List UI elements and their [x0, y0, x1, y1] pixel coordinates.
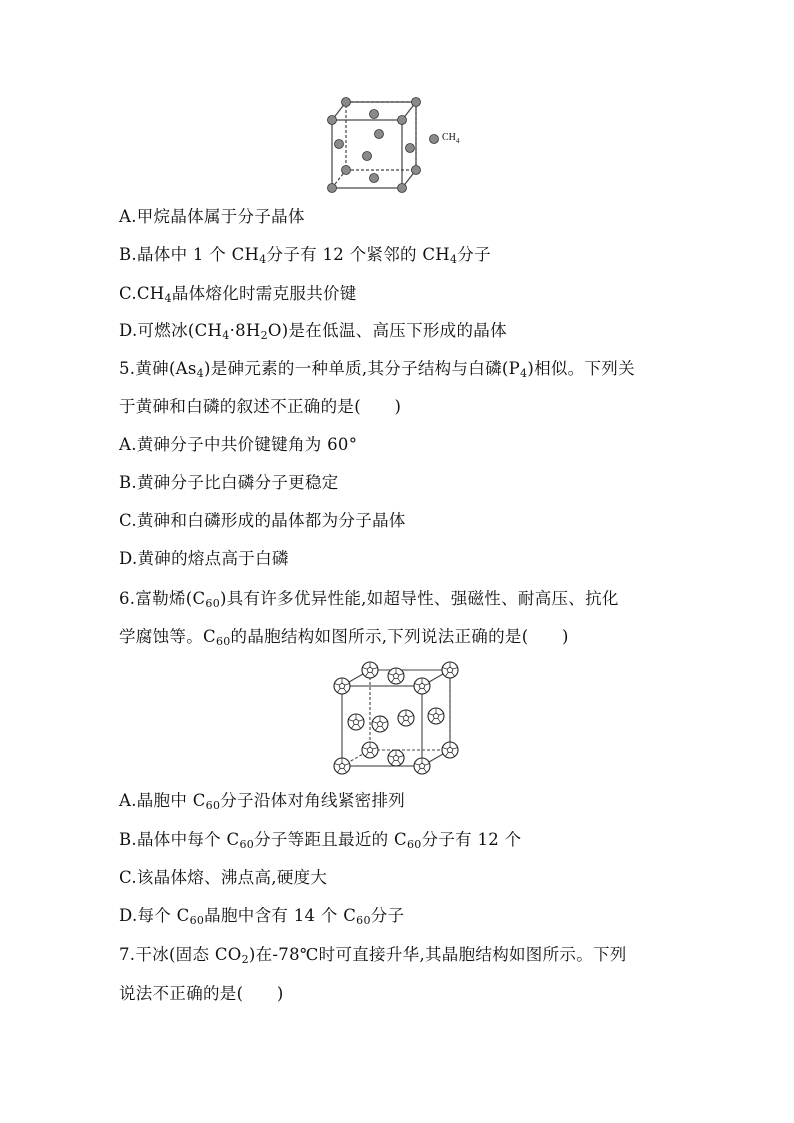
q5-option-a: A.黄砷分子中共价键键角为 60°: [119, 435, 358, 454]
q6-option-b: B.晶体中每个 $C_{60}$分子等距且最近的 $C_{60}$分子有 12 个: [119, 830, 522, 851]
legend-ch4-label: $CH_4$: [442, 132, 460, 145]
q5-stem-line-2: 于黄砷和白磷的叙述不正确的是( ): [119, 397, 402, 416]
q6-stem-line-1: 6.富勒烯$(C_{60})$具有许多优异性能,如超导性、强磁性、耐高压、抗化: [119, 589, 619, 610]
q5-option-d: D.黄砷的熔点高于白磷: [119, 549, 289, 568]
q7-stem-line-2: 说法不正确的是( ): [119, 984, 284, 1003]
q6-option-a: A.晶胞中 $C_{60}$分子沿体对角线紧密排列: [119, 791, 406, 812]
q4-option-d: D.可燃冰$(CH_4\cdot 8H_2O)$是在低温、高压下形成的晶体: [119, 321, 507, 342]
q5-option-c: C.黄砷和白磷形成的晶体都为分子晶体: [119, 511, 406, 530]
ch4-unit-cell-figure: [320, 92, 480, 196]
q4-option-c: $C.CH_4$晶体熔化时需克服共价键: [119, 284, 357, 305]
c60-unit-cell-diagram: [326, 656, 471, 778]
q5-option-b: B.黄砷分子比白磷分子更稳定: [119, 473, 339, 492]
q6-option-c: C.该晶体熔、沸点高,硬度大: [119, 868, 328, 887]
legend-ch4-marker: [430, 135, 439, 144]
q6-option-d: D.每个 $C_{60}$晶胞中含有 14 个 $C_{60}$分子: [119, 906, 405, 927]
q7-stem-line-1: 7.干冰(固态 $CO_2$)在-78℃时可直接升华,其晶胞结构如图所示。下列: [119, 945, 627, 966]
c60-unit-cell-figure: [326, 656, 471, 778]
q6-stem-line-2: 学腐蚀等。$C_{60}$的晶胞结构如图所示,下列说法正确的是( ): [119, 627, 569, 648]
q4-option-b: B.晶体中 1 个 $CH_4$分子有 12 个紧邻的 $CH_4$分子: [119, 245, 491, 266]
q5-stem-line-1: 5.黄砷$(As_4)$是砷元素的一种单质,其分子结构与白磷$(P_4)$相似。下列关: [119, 359, 635, 380]
q4-option-a: A.甲烷晶体属于分子晶体: [119, 207, 305, 226]
